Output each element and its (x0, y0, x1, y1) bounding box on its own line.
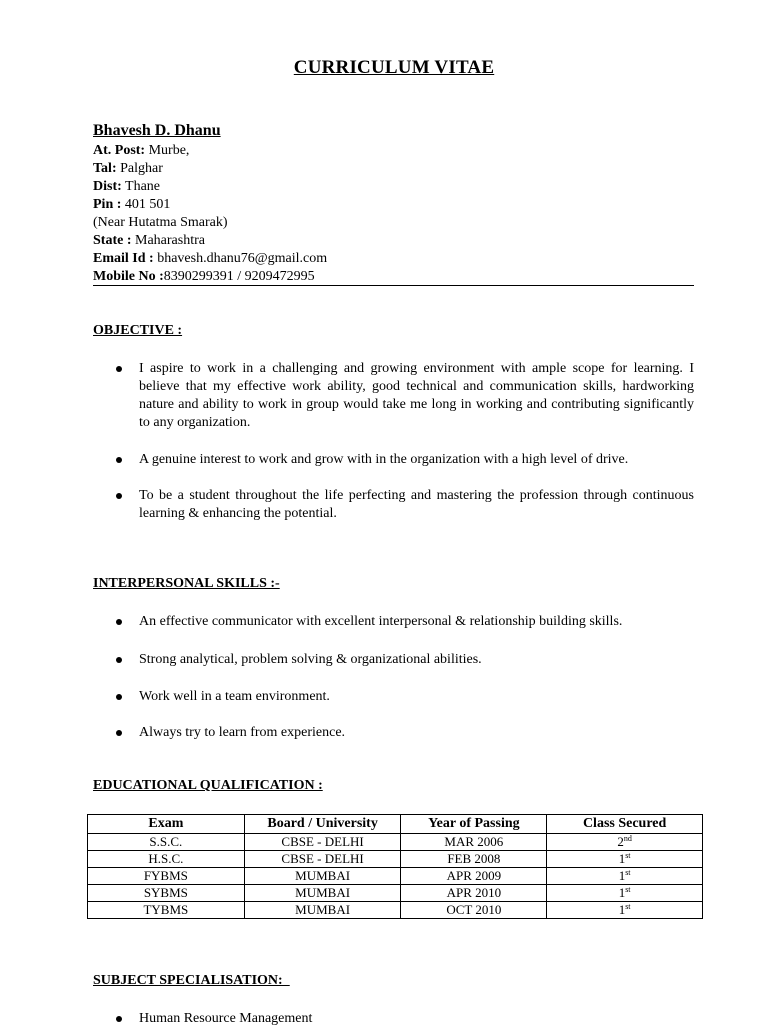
cell-board: CBSE - DELHI (244, 851, 401, 868)
contact-block (93, 142, 327, 286)
contact-state: State : Maharashtra (93, 233, 205, 248)
table-row (88, 851, 703, 868)
cell-year: MAR 2006 (401, 834, 547, 851)
interpersonal-item: Work well in a team environment. (139, 688, 694, 706)
cell-board: MUMBAI (244, 885, 401, 902)
column-header-board: Board / University (244, 815, 401, 834)
specialisation-heading: SUBJECT SPECIALISATION: (93, 973, 290, 988)
cell-year: FEB 2008 (401, 851, 547, 868)
cell-class: 1st (547, 868, 703, 885)
objective-item: I aspire to work in a challenging and growing environment with ample scope for learning. I believe that my effective work ability, good technical and communication skills, hardworking nature and ability to work in group would take me long in working and contributing significantly to any organization. (139, 361, 694, 430)
cell-board: MUMBAI (244, 902, 401, 919)
cell-class: 1st (547, 851, 703, 868)
cell-class: 1st (547, 885, 703, 902)
interpersonal-heading: INTERPERSONAL SKILLS :- (93, 576, 280, 591)
cell-exam: SYBMS (88, 885, 245, 902)
document-title: CURRICULUM VITAE (293, 57, 495, 78)
column-header-year: Year of Passing (401, 815, 547, 834)
table-row (88, 868, 703, 885)
education-heading: EDUCATIONAL QUALIFICATION : (93, 778, 323, 793)
cell-year: OCT 2010 (401, 902, 547, 919)
cell-exam: TYBMS (88, 902, 245, 919)
table-header-row (88, 815, 703, 834)
table-row (88, 885, 703, 902)
cell-class: 2nd (547, 834, 703, 851)
objective-item: A genuine interest to work and grow with in the organization with a high level of drive. (139, 451, 694, 469)
interpersonal-item: Strong analytical, problem solving & organizational abilities. (139, 651, 694, 669)
cell-exam: S.S.C. (88, 834, 245, 851)
candidate-name: Bhavesh D. Dhanu (93, 122, 221, 139)
contact-email: Email Id : bhavesh.dhanu76@gmail.com (93, 251, 328, 266)
contact-taluka: Tal: Palghar (93, 161, 163, 176)
interpersonal-item: An effective communicator with excellent interpersonal & relationship building skills. (139, 613, 694, 631)
contact-mobile: Mobile No :8390299391 / 9209472995 (93, 269, 315, 284)
cell-board: CBSE - DELHI (244, 834, 401, 851)
contact-landmark: (Near Hutatma Smarak) (93, 215, 228, 230)
cell-board: MUMBAI (244, 868, 401, 885)
cell-exam: FYBMS (88, 868, 245, 885)
contact-district: Dist: Thane (93, 179, 161, 194)
header-divider (93, 285, 694, 286)
objective-heading: OBJECTIVE : (93, 323, 183, 338)
column-header-exam: Exam (88, 815, 245, 834)
specialisation-item: Human Resource Management (139, 1010, 694, 1028)
cell-year: APR 2009 (401, 868, 547, 885)
cell-exam: H.S.C. (88, 851, 245, 868)
table-row (88, 902, 703, 919)
education-table (87, 814, 703, 919)
table-row (88, 834, 703, 851)
cell-year: APR 2010 (401, 885, 547, 902)
contact-at-post: At. Post: Murbe, (93, 143, 190, 158)
objective-item: To be a student throughout the life perfecting and mastering the profession through continuous learning & enhancing the potential. (139, 488, 694, 521)
column-header-class: Class Secured (547, 815, 703, 834)
cell-class: 1st (547, 902, 703, 919)
contact-pin: Pin : 401 501 (93, 197, 171, 212)
interpersonal-item: Always try to learn from experience. (139, 724, 694, 742)
